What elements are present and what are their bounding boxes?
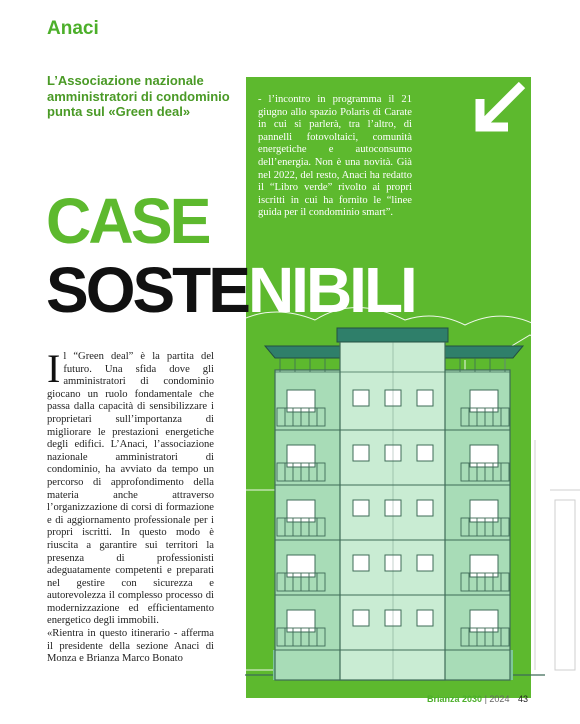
headline-line1: CASE [46, 185, 209, 257]
body-paragraph-1: l “Green deal” è la partita del futuro. Una sfida dove gli amministratori di condominio giocano un ruolo fondamentale che passa dalla capacità di sensibilizzare i proprietari sull’importanza di migliorare le prestazioni energetiche degli edifici. L’Anaci, l’associazione nazionale amministratori di condominio, ha avviato da tempo un percorso di approfondimento della materia anche attraverso l’organizzazione di corsi di formazione e di aggiornamento professionale per i propri iscritti. In questo modo è riuscita a garantire sui territori la presenza di professionisti adeguatamente competenti e preparati nel gestire con sicurezza e autorevolezza il complesso processo di modernizzazione ed efficientamento energetico degli immobili. [47, 351, 214, 627]
page-footer [427, 694, 528, 704]
arrow-down-left-icon [470, 77, 530, 137]
headline-line2 [46, 254, 415, 326]
section-label: Anaci [47, 18, 99, 39]
body-paragraph-2: «Rientra in questo itinerario - afferma il presidente della sezione Anaci di Monza e Brianza Marco Bonato [47, 628, 214, 665]
drop-cap: I [47, 346, 61, 391]
footer-separator: | [484, 694, 487, 704]
headline-line2-light: NIBILI [247, 254, 415, 326]
footer-brand: Brianza 2030 [427, 694, 483, 704]
panel-text: - l’incontro in programma il 21 giugno allo spazio Polaris di Carate in cui si parlerà, tra l’altro, di pannelli fotovoltaici, comunità energetiche e autoconsumo dell’energia. Non è una novità. Già nel 2022, del resto, Anaci ha redatto il “Libro verde” rivolto ai propri iscritti in cui ha fornito le “linee guida per il condominio smart”. [258, 94, 412, 219]
building-illustration [205, 290, 580, 700]
headline-line2-dark: SOSTE [46, 254, 248, 326]
article-subtitle: L’Associazione nazionale amministratori di condominio punta sul «Green deal» [47, 73, 230, 119]
footer-year: 2024 [489, 694, 510, 704]
body-column [47, 346, 214, 666]
page-number: 43 [517, 694, 528, 704]
